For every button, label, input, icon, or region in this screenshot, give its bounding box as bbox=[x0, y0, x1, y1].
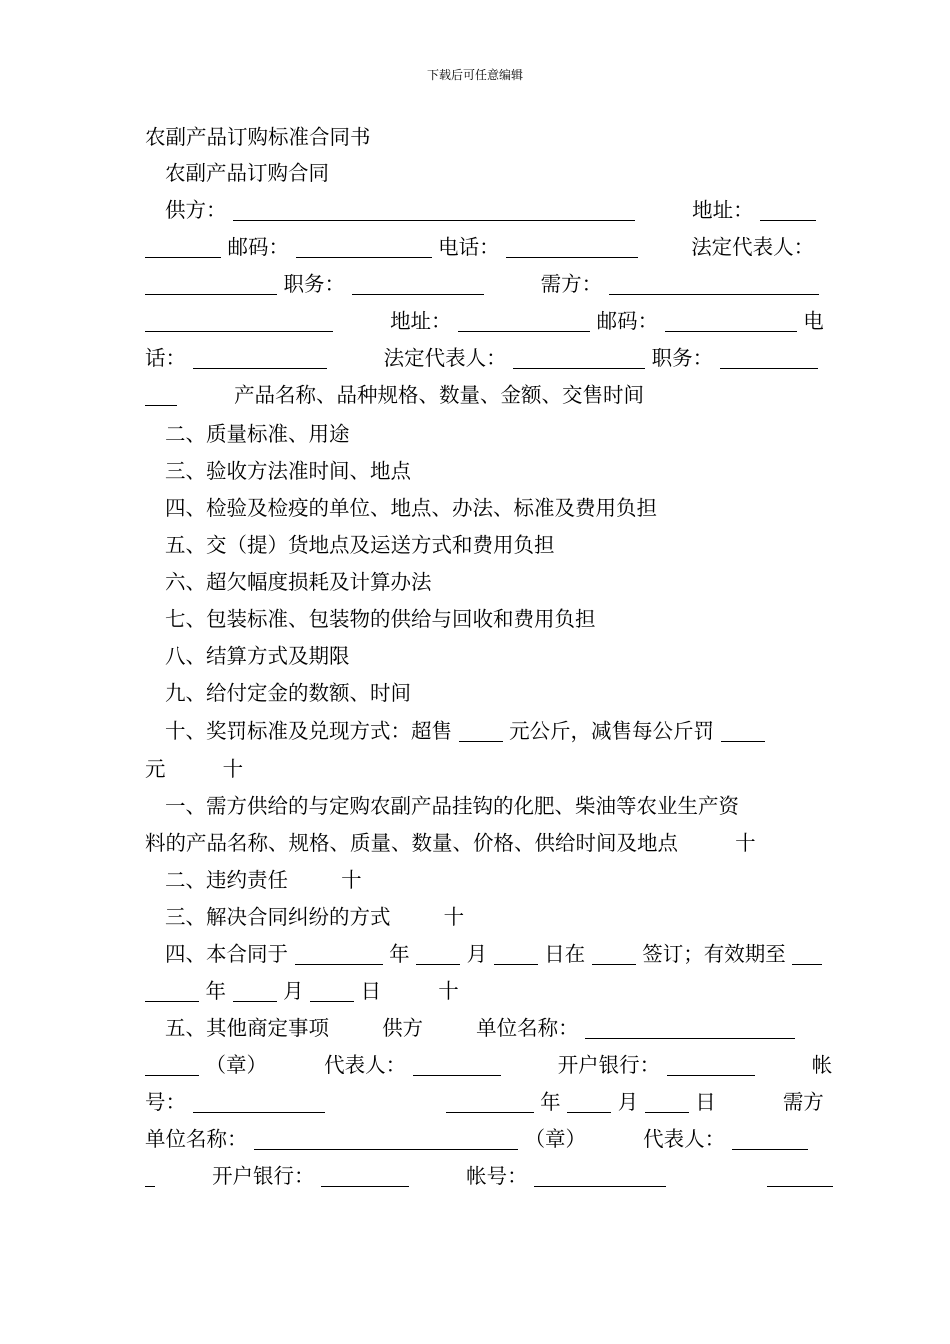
item1: 产品名称、品种规格、数量、金额、交售时间 bbox=[234, 383, 645, 407]
supplier-blank bbox=[233, 200, 635, 221]
buyer-representative-blank bbox=[732, 1129, 808, 1150]
supplier-account-label-part1: 帐 bbox=[811, 1053, 833, 1077]
line-buyer-bank bbox=[145, 1162, 807, 1190]
valid-year-blank-2 bbox=[145, 981, 199, 1002]
item10-penalty-blank bbox=[721, 721, 765, 742]
item10-text-b: 元公斤，减售每公斤罚 bbox=[509, 719, 715, 743]
day-text: 日 bbox=[360, 979, 382, 1003]
item11-line-a: 一、需方供给的与定购农副产品挂钩的化肥、柴油等农业生产资 bbox=[165, 794, 739, 818]
line-item1 bbox=[145, 381, 807, 409]
supplier-postcode-blank bbox=[296, 237, 432, 258]
supplier-position-blank bbox=[352, 274, 484, 295]
supplier-party-label: 供方 bbox=[382, 1016, 424, 1040]
supplier-date-year-blank bbox=[446, 1092, 534, 1113]
doc-subtitle: 农副产品订购合同 bbox=[165, 161, 329, 185]
valid-month-blank bbox=[233, 981, 277, 1002]
line-item14 bbox=[145, 940, 807, 968]
buyer-position-label: 职务： bbox=[651, 346, 714, 370]
buyer-blank-2 bbox=[145, 311, 333, 332]
item11-line-b: 料的产品名称、规格、质量、数量、价格、供给时间及地点 bbox=[145, 831, 678, 855]
shi-text: 十 bbox=[222, 757, 244, 781]
supplier-legal-rep-blank bbox=[145, 274, 277, 295]
item3: 三、验收方法准时间、地点 bbox=[165, 459, 411, 483]
sign-valid-text: 签订；有效期至 bbox=[642, 942, 786, 966]
line-buyer-address bbox=[145, 307, 824, 335]
sign-year-blank bbox=[295, 944, 383, 965]
buyer-position-blank bbox=[720, 348, 818, 369]
buyer-unit-name-label: 单位名称： bbox=[145, 1127, 248, 1151]
shi-text: 十 bbox=[443, 905, 465, 929]
buyer-bank-blank bbox=[321, 1166, 409, 1187]
buyer-address-label: 地址： bbox=[390, 309, 452, 333]
year-text: 年 bbox=[540, 1090, 561, 1114]
buyer-unit-name-blank bbox=[254, 1129, 518, 1150]
item5: 五、交（提）货地点及运送方式和费用负担 bbox=[165, 533, 555, 557]
buyer-account-label: 帐号： bbox=[466, 1164, 528, 1188]
line-valid-date bbox=[145, 977, 807, 1005]
line-item11-b bbox=[145, 829, 807, 857]
buyer-account-blank bbox=[534, 1166, 666, 1187]
line-yuan bbox=[145, 755, 807, 783]
sign-day-blank bbox=[494, 944, 538, 965]
buyer-label: 需方： bbox=[540, 272, 603, 296]
supplier-bank-label: 开户银行： bbox=[557, 1053, 661, 1077]
buyer-bank-label: 开户银行： bbox=[212, 1164, 315, 1188]
supplier-seal: （章） bbox=[205, 1053, 268, 1077]
supplier-postcode-label: 邮码： bbox=[227, 235, 290, 259]
buyer-representative-label: 代表人： bbox=[643, 1127, 726, 1151]
supplier-date-day-blank bbox=[645, 1092, 689, 1113]
buyer-postcode-blank bbox=[665, 311, 797, 332]
supplier-unit-name-label: 单位名称： bbox=[476, 1016, 579, 1040]
supplier-representative-label: 代表人： bbox=[324, 1053, 407, 1077]
line-item15 bbox=[145, 1014, 807, 1042]
item10-text-a: 十、奖罚标准及兑现方式：超售 bbox=[165, 719, 452, 743]
supplier-position-label: 职务： bbox=[283, 272, 346, 296]
item4: 四、检验及检疫的单位、地点、办法、标准及费用负担 bbox=[165, 496, 657, 520]
supplier-account-label-part2: 号： bbox=[145, 1090, 186, 1114]
buyer-address-blank bbox=[458, 311, 590, 332]
shi-text: 十 bbox=[341, 868, 362, 892]
line-item13 bbox=[145, 903, 807, 931]
shi-text: 十 bbox=[438, 979, 459, 1003]
item14-text: 四、本合同于 bbox=[165, 942, 288, 966]
sign-place-blank bbox=[592, 944, 636, 965]
header-note: 下载后可任意编辑 bbox=[426, 68, 523, 82]
item12: 二、违约责任 bbox=[165, 868, 288, 892]
line-supplier-postcode bbox=[145, 233, 815, 261]
line-buyer-phone bbox=[145, 344, 807, 372]
buyer-phone-label-part2: 话： bbox=[145, 346, 186, 370]
buyer-legal-rep-label: 法定代表人： bbox=[383, 346, 507, 370]
doc-title: 农副产品订购标准合同书 bbox=[145, 125, 371, 149]
buyer-phone-blank bbox=[193, 348, 327, 369]
buyer-phone-label-part1: 电 bbox=[803, 309, 824, 333]
day-text: 日 bbox=[695, 1090, 716, 1114]
supplier-date-month-blank bbox=[567, 1092, 611, 1113]
supplier-bank-blank bbox=[667, 1055, 755, 1076]
item15: 五、其他商定事项 bbox=[165, 1016, 329, 1040]
supplier-legal-rep-label: 法定代表人： bbox=[691, 235, 815, 259]
buyer-seal: （章） bbox=[524, 1127, 587, 1151]
item2: 二、质量标准、用途 bbox=[165, 422, 350, 446]
item10-oversell-blank bbox=[459, 721, 503, 742]
buyer-postcode-label: 邮码： bbox=[596, 309, 659, 333]
month-text: 月 bbox=[466, 942, 488, 966]
yuan-text: 元 bbox=[145, 757, 166, 781]
buyer-legal-rep-blank bbox=[513, 348, 645, 369]
item7: 七、包装标准、包装物的供给与回收和费用负担 bbox=[165, 607, 596, 631]
buyer-position-blank-2 bbox=[145, 385, 177, 406]
buyer-date-year-blank bbox=[767, 1166, 833, 1187]
supplier-phone-blank bbox=[506, 237, 638, 258]
buyer-blank bbox=[609, 274, 819, 295]
line-supplier-account bbox=[145, 1088, 824, 1116]
buyer-representative-blank-2 bbox=[145, 1166, 155, 1187]
buyer-party-label: 需方 bbox=[782, 1090, 824, 1114]
line-item10 bbox=[145, 717, 807, 745]
item13: 三、解决合同纠纷的方式 bbox=[165, 905, 391, 929]
supplier-representative-blank bbox=[413, 1055, 501, 1076]
line-supplier-seal bbox=[145, 1051, 833, 1079]
valid-year-blank bbox=[792, 944, 822, 965]
line-item12 bbox=[145, 866, 807, 894]
line-buyer-unit bbox=[145, 1125, 807, 1153]
item8: 八、结算方式及期限 bbox=[165, 644, 350, 668]
item9: 九、给付定金的数额、时间 bbox=[165, 681, 411, 705]
supplier-address-blank-2 bbox=[145, 237, 221, 258]
supplier-address-label: 地址： bbox=[692, 198, 754, 222]
shi-text: 十 bbox=[735, 831, 756, 855]
supplier-phone-label: 电话： bbox=[438, 235, 500, 259]
supplier-address-blank bbox=[760, 200, 816, 221]
supplier-label: 供方： bbox=[165, 198, 227, 222]
month-text: 月 bbox=[283, 979, 304, 1003]
year-text: 年 bbox=[389, 942, 410, 966]
supplier-unit-name-blank-2 bbox=[145, 1055, 199, 1076]
item6: 六、超欠幅度损耗及计算办法 bbox=[165, 570, 432, 594]
month-text: 月 bbox=[617, 1090, 639, 1114]
line-supplier bbox=[145, 196, 807, 224]
sign-month-blank bbox=[416, 944, 460, 965]
supplier-account-blank bbox=[193, 1092, 325, 1113]
line-supplier-position bbox=[145, 270, 807, 298]
supplier-unit-name-blank bbox=[585, 1018, 795, 1039]
valid-day-blank bbox=[310, 981, 354, 1002]
day-at-text: 日在 bbox=[544, 942, 586, 966]
year-text: 年 bbox=[205, 979, 227, 1003]
